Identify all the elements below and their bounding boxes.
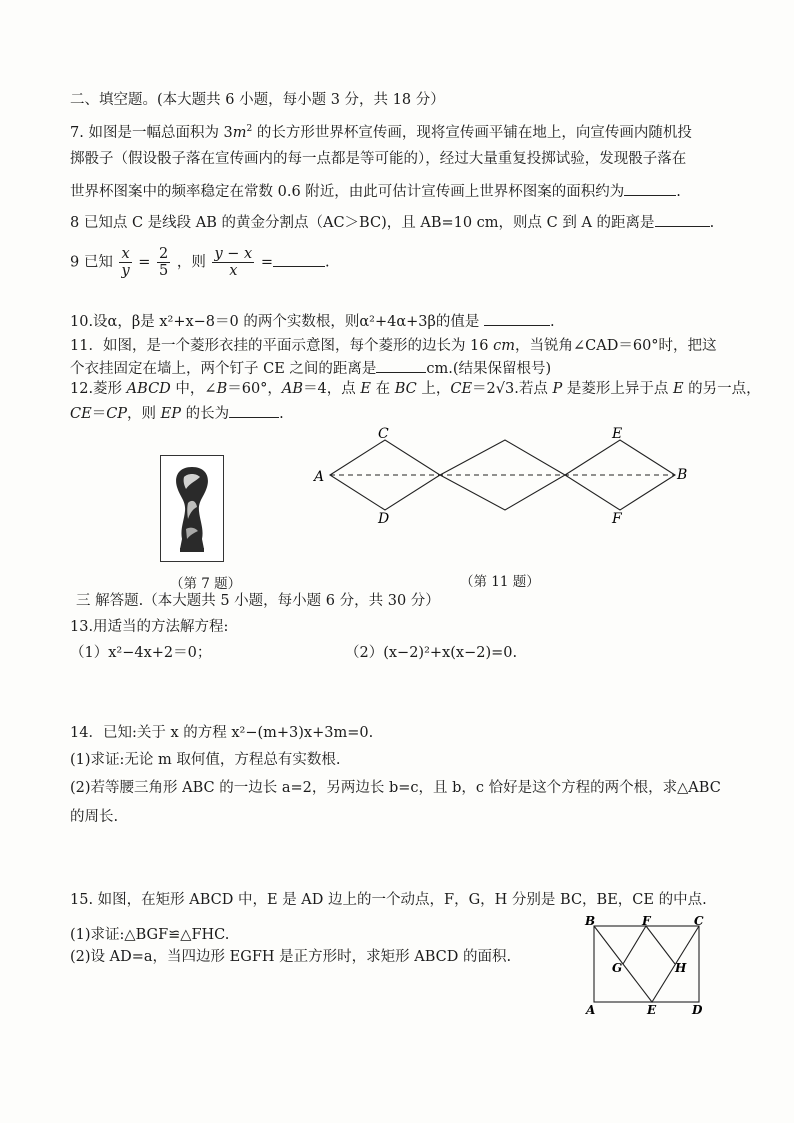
fig15-rectangle-abcd — [582, 912, 712, 1017]
q14-part-2-line-2: 的周长. — [70, 809, 119, 825]
q9-fraction-target: $\frac{y - x}{x}$ — [214, 246, 253, 279]
fig15-label-e: E — [647, 1003, 657, 1017]
q7-answer-blank[interactable] — [624, 181, 676, 196]
q11-answer-blank[interactable] — [376, 358, 426, 373]
q10-answer-blank[interactable] — [484, 311, 550, 326]
q15-title: 15. 如图，在矩形 ABCD 中，E 是 AD 边上的一个动点，F，G，H 分别是 BC，BE，CE 的中点. — [70, 892, 707, 908]
q14-part-1: (1)求证:无论 m 取何值，方程总有实数根. — [70, 752, 341, 768]
q9-answer-blank[interactable] — [273, 252, 325, 267]
fig7-caption: （第 7 题） — [170, 576, 242, 592]
fig15-label-h: H — [675, 961, 687, 975]
fig11-label-c: C — [378, 426, 389, 442]
fig15-label-d: D — [692, 1003, 703, 1017]
fig11-caption: （第 11 题） — [460, 574, 540, 590]
q9-fraction-x-over-y: $\frac{x}{y}$ — [121, 246, 130, 279]
fig11-label-a: A — [314, 469, 325, 485]
fig15-label-c: C — [694, 914, 704, 928]
fig15-label-a: A — [586, 1003, 596, 1017]
q12-answer-blank[interactable] — [229, 403, 279, 418]
q8-answer-blank[interactable] — [655, 212, 710, 227]
fig15-label-g: G — [612, 961, 623, 975]
q7-line-1: 7. 如图是一幅总面积为 $3m^2$ 的长方形世界杯宣传画，现将宣传画平铺在地上，向宣传画内随机投 — [70, 124, 692, 141]
fig11-rhombus-hanger — [310, 425, 700, 525]
q11-line-1: 11．如图，是一个菱形衣挂的平面示意图，每个菱形的边长为 16 cm，当锐角∠CAD＝60°时，把这 — [70, 338, 717, 354]
q12-line-2: CE＝CP，则 EP 的长为 . — [70, 403, 284, 423]
q13-title: 13.用适当的方法解方程: — [70, 619, 229, 635]
q15-part-2: (2)设 AD=a，当四边形 EGFH 是正方形时，求矩形 ABCD 的面积. — [70, 949, 512, 965]
q8-line: 8 已知点 C 是线段 AB 的黄金分割点（AC＞BC)，且 AB=10 cm，则点 C 到 A 的距离是 . — [70, 212, 714, 232]
section-3-header: 三 解答题.（本大题共 5 小题，每小题 6 分，共 30 分） — [76, 593, 440, 609]
q9-line: 9 已知 $\frac{x}{y}$ = $\frac{2}{5}$ ，则 $\frac{y - x}{x}$ = . — [70, 246, 330, 279]
q10-line: 10.设α，β是 x²+x−8＝0 的两个实数根，则α²+4α+3β的值是 . — [70, 311, 555, 331]
q11-line-2: 个衣挂固定在墙上，两个钉子 CE 之间的距离是 cm.(结果保留根号) — [70, 358, 551, 378]
fig15-label-b: B — [585, 914, 596, 928]
fig11-label-b: B — [677, 467, 688, 483]
section-2-header: 二、填空题。(本大题共 6 小题，每小题 3 分，共 18 分） — [70, 92, 445, 108]
q14-title: 14．已知:关于 x 的方程 x²−(m+3)x+3m=0. — [70, 725, 374, 741]
q13-part-1: （1）x²−4x+2＝0； — [70, 645, 212, 661]
q9-fraction-2-over-5: $\frac{2}{5}$ — [159, 246, 169, 279]
fig11-label-d: D — [378, 511, 390, 525]
q15-part-1: (1)求证:△BGF≌△FHC. — [70, 927, 230, 943]
fig11-label-f: F — [612, 511, 622, 525]
q7-line-3: 世界杯图案中的频率稳定在常数 0.6 附近，由此可估计宣传画上世界杯图案的面积约为 . — [70, 181, 681, 201]
q14-part-2-line-1: (2)若等腰三角形 ABC 的一边长 a=2，另两边长 b=c，且 b，c 恰好是这个方程的两个根，求△ABC — [70, 780, 721, 796]
fig11-label-e: E — [612, 426, 623, 442]
fig7-trophy-poster — [160, 455, 224, 562]
q13-part-2: （2）(x−2)²+x(x−2)=0. — [345, 645, 518, 661]
fig15-label-f: F — [642, 914, 651, 928]
q12-line-1: 12.菱形 ABCD 中，∠B＝60°，AB＝4，点 E 在 BC 上，CE＝2√3.若点 P 是菱形上异于点 E 的另一点， — [70, 381, 761, 397]
q7-line-2: 掷骰子（假设骰子落在宣传画内的每一点都是等可能的），经过大量重复投掷试验，发现骰子落在 — [70, 151, 687, 167]
